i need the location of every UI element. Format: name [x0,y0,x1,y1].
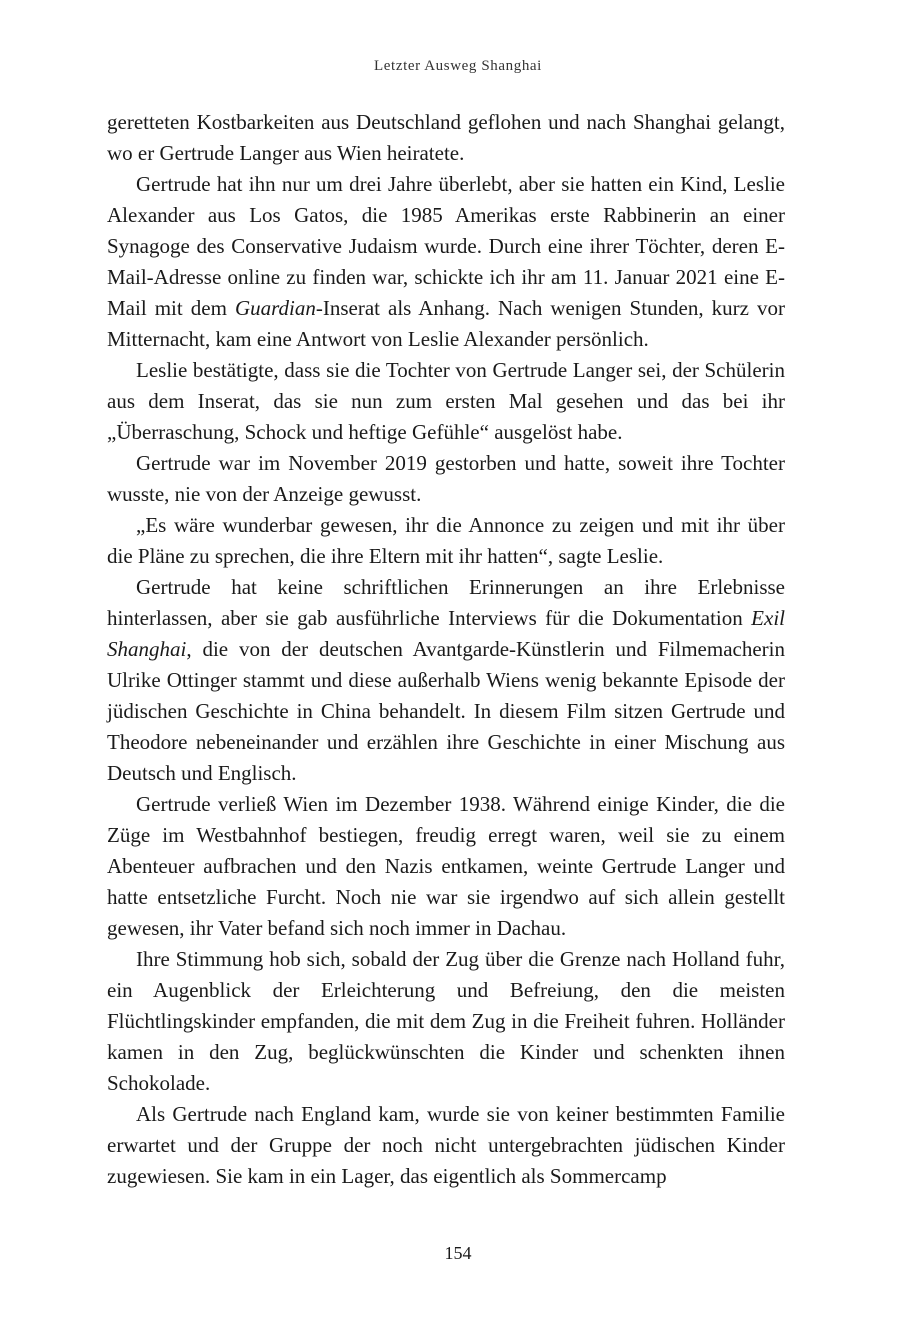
italic-title: Exil Shanghai [107,606,785,661]
body-text [107,107,785,1192]
text-run: -Inserat als Anhang. Nach wenigen Stunden, kurz vor Mitternacht, kam eine Antwort von Leslie Alexander persönlich. [107,296,786,351]
text-run: Leslie bestätigte, dass sie die Tochter von Gertrude Langer sei, der Schülerin aus dem Inserat, das sie nun zum ersten Mal gesehen und das bei ihr „Überraschung, Schock und heftige Gefühle“ ausgelöst habe. [107,358,785,444]
text-run: Gertrude war im November 2019 gestorben und hatte, soweit ihre Tochter wusste, nie von der Anzeige gewusst. [107,451,785,506]
paragraph [107,789,785,944]
paragraph [107,510,785,572]
page-number: 154 [444,1243,472,1263]
text-run: „Es wäre wunderbar gewesen, ihr die Annonce zu zeigen und mit ihr über die Pläne zu sprechen, die ihre Eltern mit ihr hatten“, sagte Leslie. [107,513,785,568]
running-head: Letzter Ausweg Shanghai [374,58,542,74]
text-run: geretteten Kostbarkeiten aus Deutschland geflohen und nach Shanghai gelangt, wo er Gertrude Langer aus Wien heiratete. [107,110,785,165]
text-run: Gertrude hat keine schriftlichen Erinnerungen an ihre Erlebnisse hinterlassen, aber sie gab ausführliche Interviews für die Dokumentation [107,575,785,630]
text-run: Als Gertrude nach England kam, wurde sie von keiner bestimmten Familie erwartet und der Gruppe der noch nicht untergebrachten jüdischen Kinder zugewiesen. Sie kam in ein Lager, das eigentlich als Sommercamp [107,1102,785,1188]
paragraph [107,169,785,355]
text-run: Gertrude hat ihn nur um drei Jahre überlebt, aber sie hatten ein Kind, Leslie Alexander aus Los Gatos, die 1985 Amerikas erste Rabbinerin an einer Synagoge des Conservative Judaism wurde. Durch eine ihrer Töchter, deren E-Mail-Adresse online zu finden war, schickte ich ihr am 11. Januar 2021 eine E-Mail mit dem [107,172,785,320]
text-run: Gertrude verließ Wien im Dezember 1938. Während einige Kinder, die die Züge im Westbahnhof bestiegen, freudig erregt waren, weil sie zu einem Abenteuer aufbrachen und den Nazis entkamen, weinte Gertrude Langer und hatte entsetzliche Furcht. Noch nie war sie irgendwo auf sich allein gestellt gewesen, ihr Vater befand sich noch immer in Dachau. [107,792,785,940]
italic-title: Guardian [234,296,316,320]
paragraph [107,944,785,1099]
paragraph [107,355,785,448]
text-run: , die von der deutschen Avantgarde-Künstlerin und Filmemacherin Ulrike Ottinger stammt und diese außerhalb Wiens wenig bekannte Episode der jüdischen Geschichte in China behandelt. In diesem Film sitzen Gertrude und Theodore nebeneinander und erzählen ihre Geschichte in einer Mischung aus Deutsch und Englisch. [107,637,785,785]
paragraph [107,1099,785,1192]
paragraph [107,572,785,789]
text-run: Ihre Stimmung hob sich, sobald der Zug über die Grenze nach Holland fuhr, ein Augenblick der Erleichterung und Befreiung, den die meisten Flüchtlingskinder empfanden, die mit dem Zug in die Freiheit fuhren. Holländer kamen in den Zug, beglückwünschten die Kinder und schenkten ihnen Schokolade. [107,947,785,1095]
paragraph [107,448,785,510]
paragraph [107,107,785,169]
